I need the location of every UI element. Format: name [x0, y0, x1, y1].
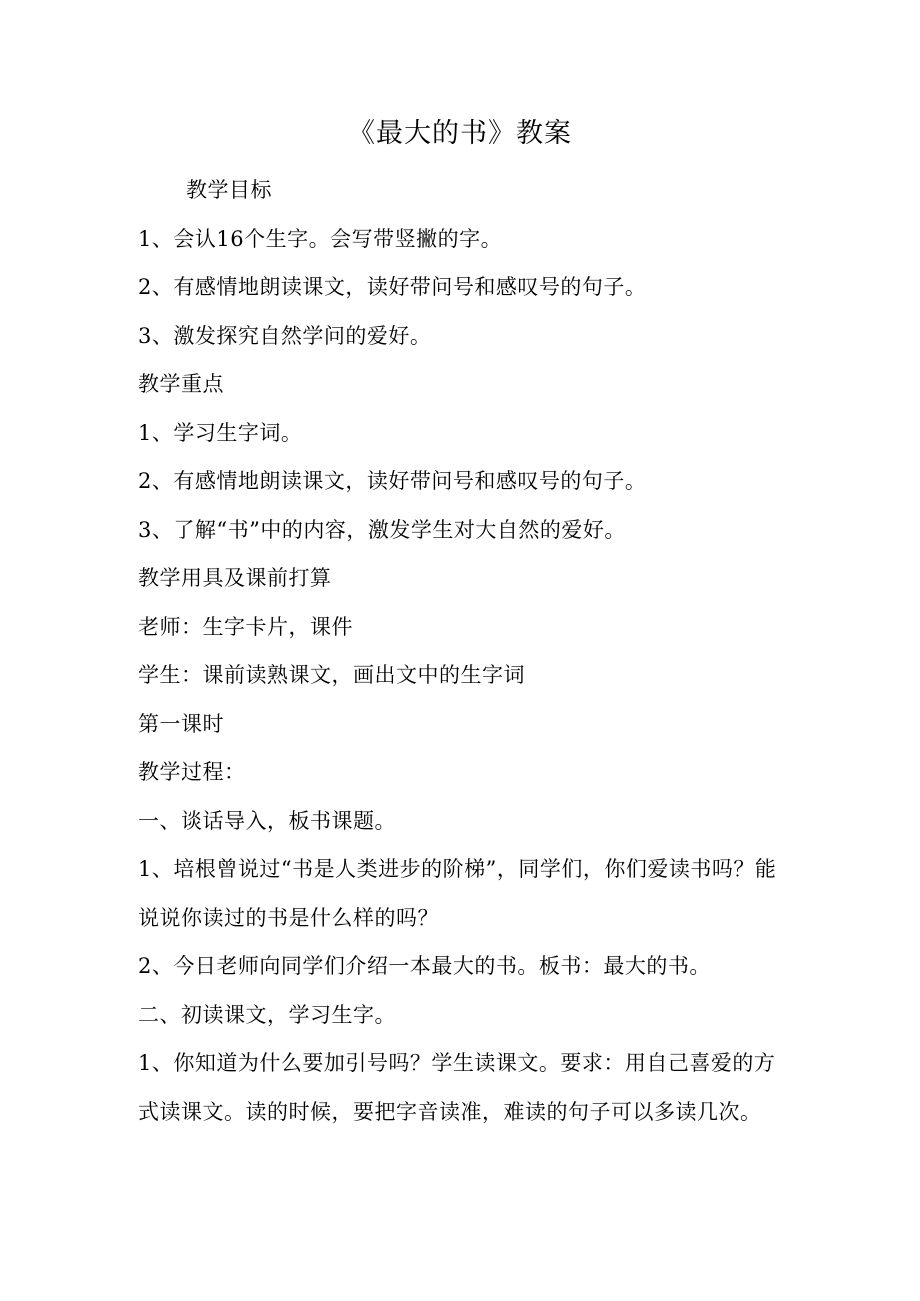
section-heading-teaching-goals: 教学目标	[186, 178, 272, 202]
section-heading-key-points: 教学重点	[138, 372, 224, 396]
process-step-1-item-2: 2、今日老师向同学们介绍一本最大的书。板书：最大的书。	[138, 954, 711, 978]
document-title: 《最大的书》教案	[348, 118, 572, 149]
key-point-item-1: 1、学习生字词。	[138, 420, 303, 445]
goal-item-3: 3、激发探究自然学问的爱好。	[138, 323, 432, 348]
process-step-2-item-1: 1、你知道为什么要加引号吗？学生读课文。要求：用自己喜爱的方式读课文。读的时候，要把字音读准，难读的句子可以多读几次。	[138, 1051, 776, 1124]
materials-teacher: 老师：生字卡片，课件	[138, 614, 353, 639]
process-step-2-heading: 二、初读课文，学习生字。	[138, 1002, 396, 1027]
section-heading-materials: 教学用具及课前打算	[138, 566, 332, 590]
materials-student: 学生：课前读熟课文，画出文中的生字词	[138, 663, 525, 687]
document-body	[138, 166, 788, 1136]
process-step-1-heading: 一、谈话导入，板书课题。	[138, 808, 396, 833]
key-point-item-2: 2、有感情地朗读课文，读好带问号和感叹号的句子。	[138, 469, 647, 493]
process-step-1-item-1: 1、培根曾说过“书是人类进步的阶梯”，同学们，你们爱读书吗？能说说你读过的书是什么样的吗？	[138, 857, 777, 930]
section-heading-process: 教学过程：	[138, 760, 246, 784]
key-point-item-3: 3、了解“书”中的内容，激发学生对大自然的爱好。	[138, 517, 626, 542]
goal-item-1: 1、会认16个生字。会写带竖撇的字。	[138, 226, 503, 251]
goal-item-2: 2、有感情地朗读课文，读好带问号和感叹号的句子。	[138, 275, 647, 299]
lesson-period-heading: 第一课时	[138, 711, 224, 736]
